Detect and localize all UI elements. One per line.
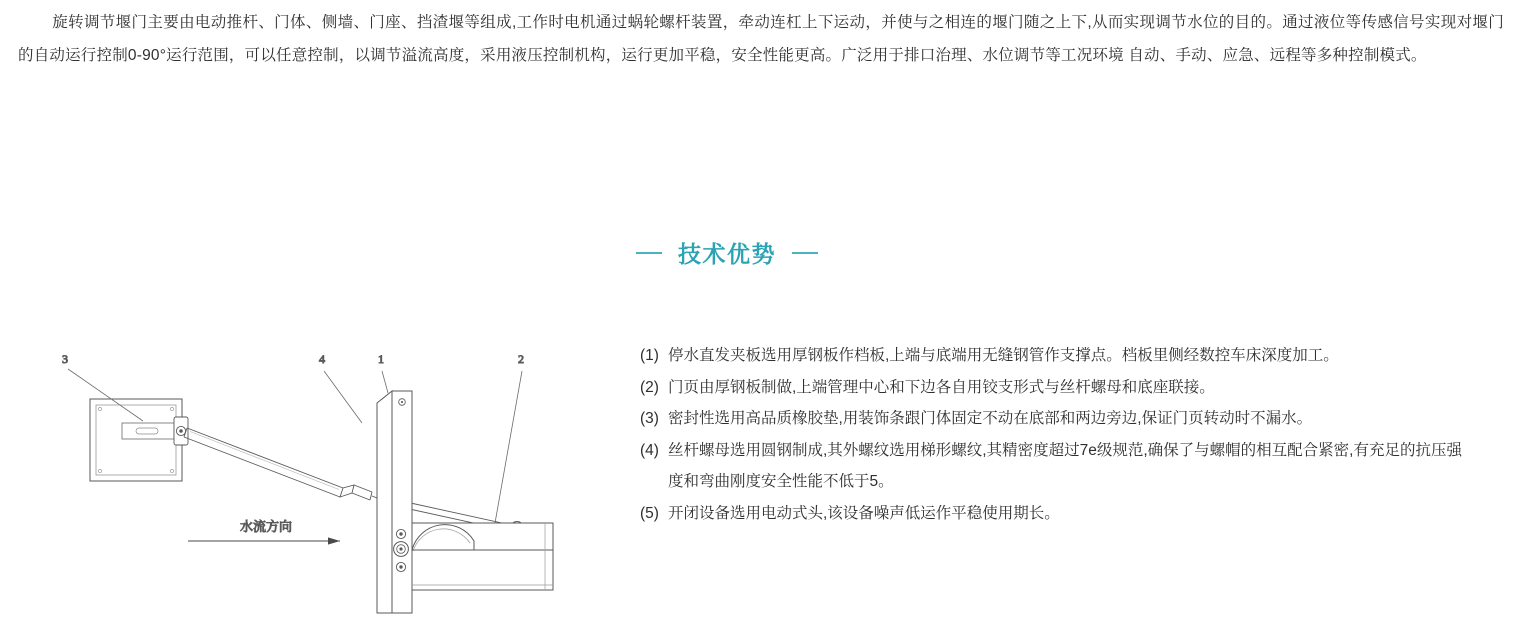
dash-right-decoration [792,252,818,254]
feature-list [640,340,1470,529]
callout-1: 1 [378,352,384,366]
list-item-number: (2) [640,378,659,396]
list-item-number: (5) [640,504,659,522]
list-item-text: 丝杆螺母选用圆钢制成,其外螺纹选用梯形螺纹,其精密度超过7e级规范,确保了与螺帽的相互配合紧密,有充足的抗压强度和弯曲刚度安全性能不低于5。 [668,441,1462,490]
door-frame-column [377,391,412,613]
list-item-text: 门页由厚钢板制做,上端管理中心和下边各自用铰支形式与丝杆螺母和底座联接。 [668,378,1215,396]
list-item [640,498,1470,530]
list-item [640,403,1470,435]
list-item-text: 开闭设备选用电动式头,该设备噪声低运作平稳使用期长。 [668,504,1060,522]
intro-paragraph [18,6,1504,72]
list-item-number: (3) [640,410,659,427]
electric-push-rod [184,428,402,508]
list-item [640,435,1470,498]
list-item-number: (1) [640,347,659,364]
flow-direction-label: 水流方向 [240,519,293,534]
dash-left-decoration [636,252,662,254]
weir-gate-body [412,523,553,590]
list-item [640,372,1470,404]
callout-4: 4 [319,352,325,366]
section-heading [636,236,1196,269]
list-item-text: 停水直发夹板选用厚钢板作档板,上端与底端用无缝钢管作支撑点。档板里侧经数控车床深度加工。 [668,347,1339,364]
callout-3: 3 [62,352,68,366]
wall-plate-assembly [90,399,188,481]
callout-2: 2 [518,352,524,366]
list-item [640,340,1470,372]
flow-direction-arrow [188,537,340,544]
list-item-number: (4) [640,441,659,459]
intro-text: 旋转调节堰门主要由电动推杆、门体、侧墙、门座、挡渣堰等组成,工作时电机通过蜗轮螺杆装置，牵动连杠上下运动，并使与之相连的堰门随之上下,从而实现调节水位的目的。通过液位等传感信号实现对堰门的自动运行控制0-90°运行范围，可以任意控制，以调节溢流高度，采用液压控制机构，运行更加平稳，安全性能更高。广泛用于排口治理、水位调节等工况环境 自动、手动、应急、远程等多种控制模式。 [18,14,1504,64]
section-title: 技术优势 [678,241,776,267]
technical-drawing [40,345,580,615]
list-item-text: 密封性选用高品质橡胶垫,用装饰条跟门体固定不动在底部和两边旁边,保证门页转动时不漏水。 [668,410,1313,427]
